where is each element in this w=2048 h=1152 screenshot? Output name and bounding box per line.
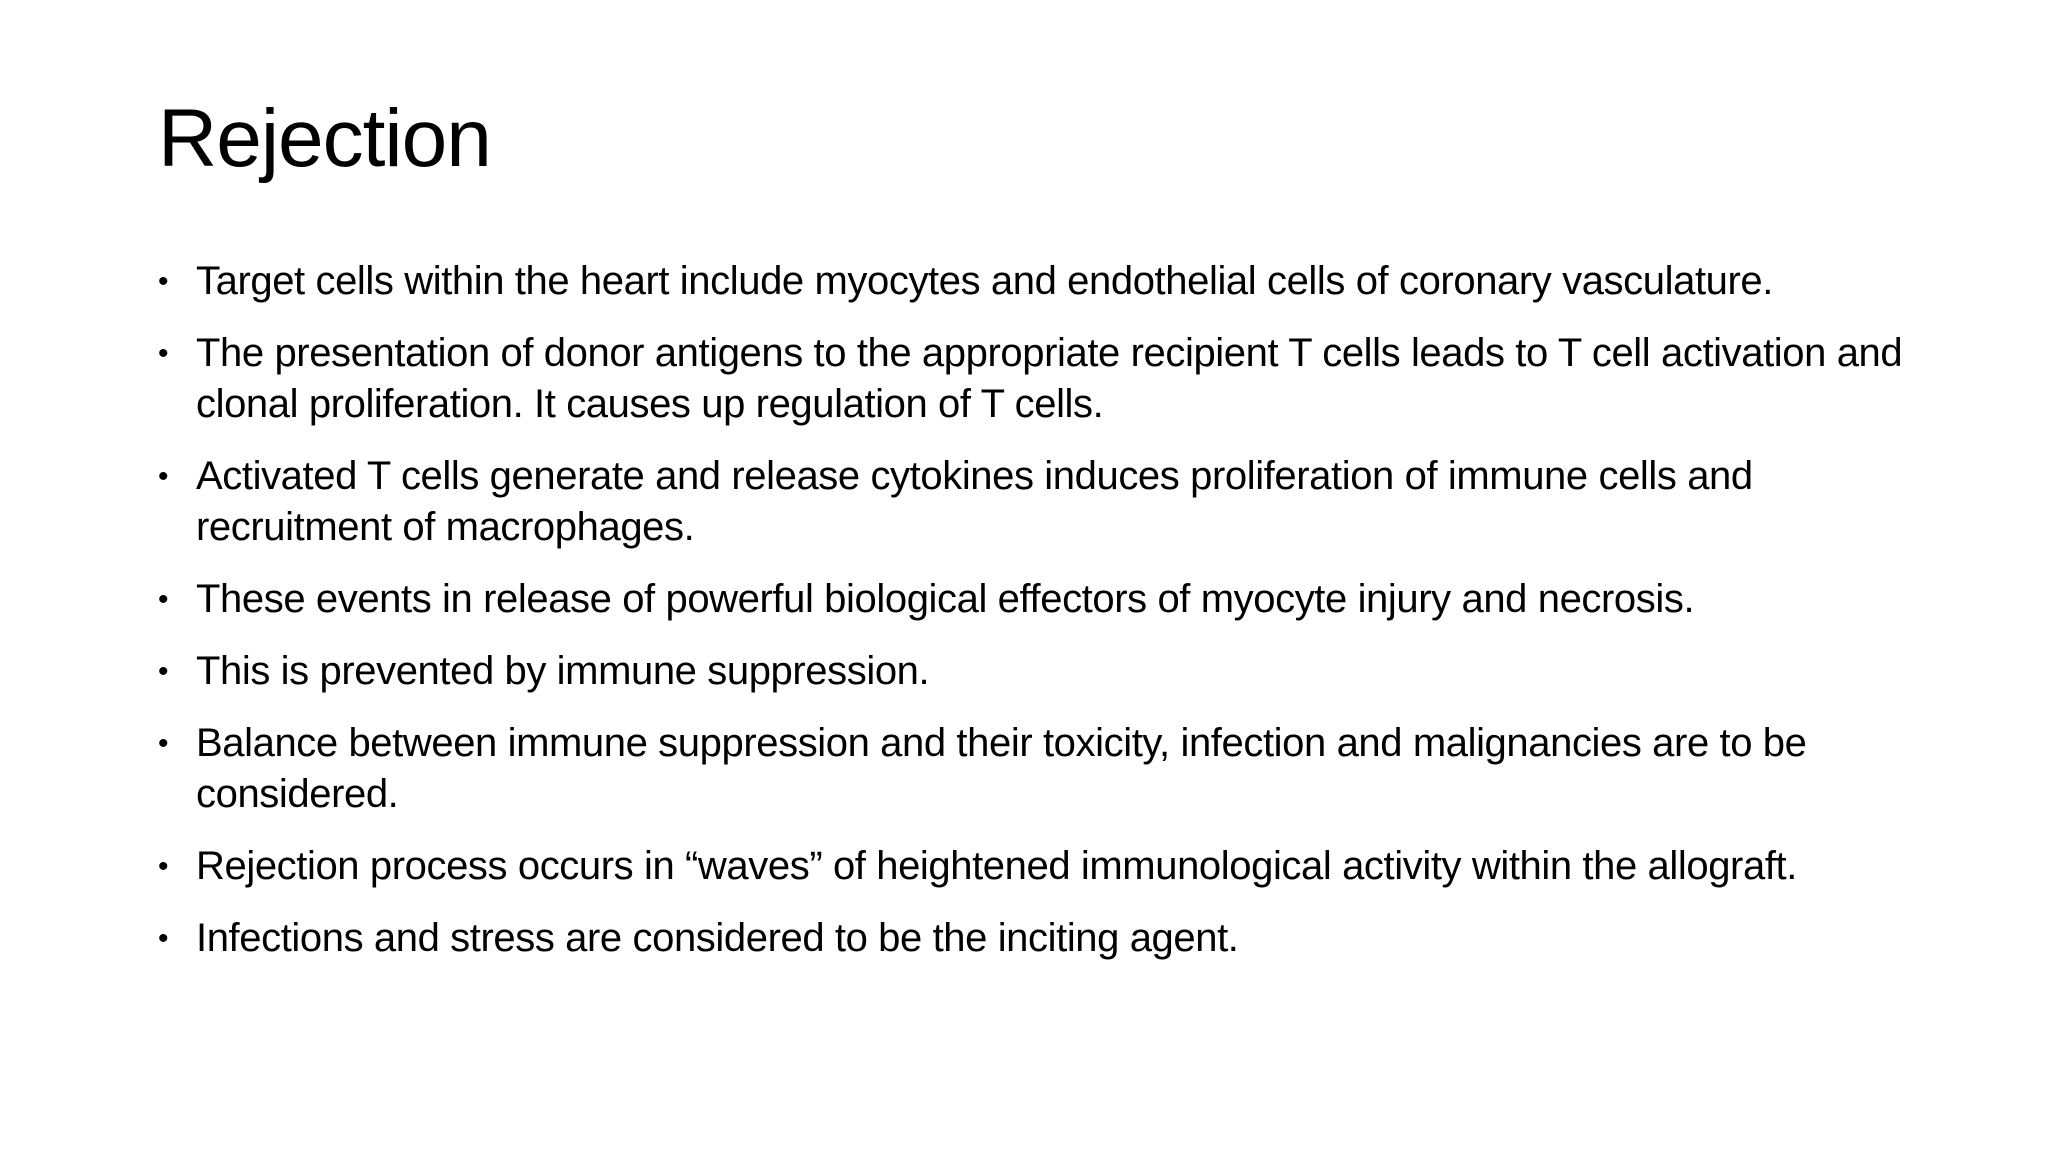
bullet-marker-icon: • <box>158 337 169 370</box>
bullet-marker-icon: • <box>158 727 169 760</box>
bullet-text: Activated T cells generate and release cytokines induces proliferation of immune cells and recruitment of macrophages. <box>196 454 1753 549</box>
bullet-item <box>158 841 1918 892</box>
bullet-item <box>158 913 1918 964</box>
bullet-marker-icon: • <box>158 460 169 493</box>
bullet-marker-icon: • <box>158 265 169 298</box>
bullet-text: Balance between immune suppression and their toxicity, infection and malignancies are to be considered. <box>196 721 1807 816</box>
bullet-marker-icon: • <box>158 583 169 616</box>
bullet-item <box>158 574 1918 625</box>
bullet-item <box>158 328 1918 430</box>
slide-title: Rejection <box>158 93 491 184</box>
bullet-text: Infections and stress are considered to be the inciting agent. <box>196 916 1239 960</box>
bullet-item <box>158 256 1918 307</box>
bullet-marker-icon: • <box>158 922 169 955</box>
bullet-item <box>158 646 1918 697</box>
bullet-text: These events in release of powerful biological effectors of myocyte injury and necrosis. <box>196 577 1695 621</box>
bullet-text: Rejection process occurs in “waves” of heightened immunological activity within the allograft. <box>196 844 1797 888</box>
bullet-marker-icon: • <box>158 655 169 688</box>
bullet-text: Target cells within the heart include myocytes and endothelial cells of coronary vasculature. <box>196 259 1773 303</box>
bullet-item <box>158 451 1918 553</box>
bullet-list <box>158 256 1918 985</box>
bullet-text: The presentation of donor antigens to the appropriate recipient T cells leads to T cell activation and clonal proliferation. It causes up regulation of T cells. <box>196 331 1903 426</box>
bullet-marker-icon: • <box>158 850 169 883</box>
bullet-item <box>158 718 1918 820</box>
bullet-text: This is prevented by immune suppression. <box>196 649 930 693</box>
